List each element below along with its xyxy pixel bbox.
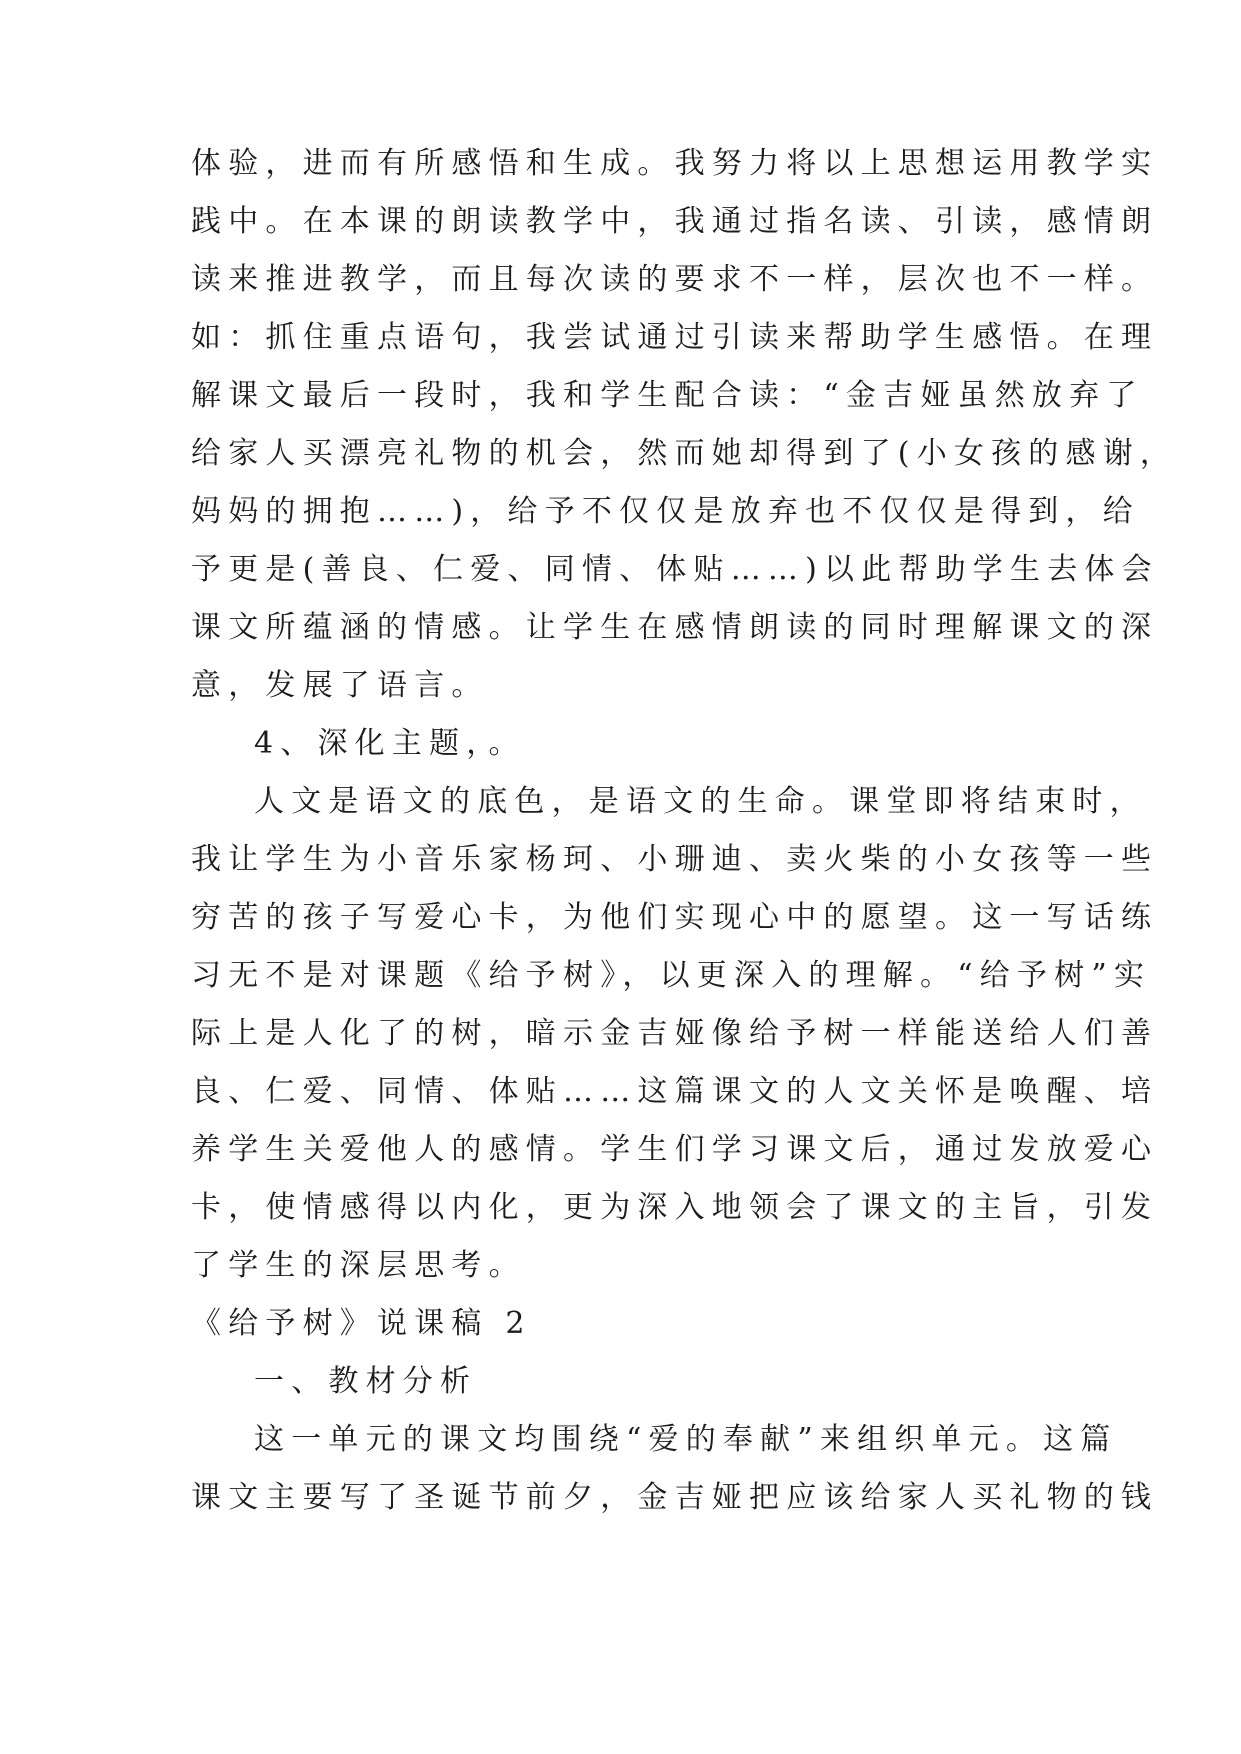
text-line: 际上是人化了的树，暗示金吉娅像给予树一样能送给人们善 <box>191 1016 1159 1051</box>
text-line: 穷苦的孩子写爱心卡，为他们实现心中的愿望。这一写话练 <box>191 900 1159 935</box>
text-line: 如：抓住重点语句，我尝试通过引读来帮助学生感悟。在理 <box>191 320 1159 355</box>
section-heading: 4、深化主题，。 <box>254 726 526 761</box>
text-line: 养学生关爱他人的感情。学生们学习课文后，通过发放爱心 <box>191 1132 1159 1167</box>
text-line: 这一单元的课文均围绕“爱的奉献”来组织单元。这篇 <box>254 1422 1118 1457</box>
text-line: 良、仁爱、同情、体贴……这篇课文的人文关怀是唤醒、培 <box>191 1074 1159 1109</box>
text-line: 予更是(善良、仁爱、同情、体贴……)以此帮助学生去体会 <box>191 552 1159 587</box>
text-line: 读来推进教学，而且每次读的要求不一样，层次也不一样。 <box>191 262 1159 297</box>
text-line: 体验，进而有所感悟和生成。我努力将以上思想运用教学实 <box>191 146 1159 181</box>
text-line: 人文是语文的底色，是语文的生命。课堂即将结束时， <box>254 784 1147 819</box>
text-line: 课文主要写了圣诞节前夕，金吉娅把应该给家人买礼物的钱 <box>191 1480 1159 1515</box>
text-line: 了学生的深层思考。 <box>191 1248 526 1283</box>
text-line: 解课文最后一段时，我和学生配合读：“金吉娅虽然放弃了 <box>191 378 1144 413</box>
text-line: 习无不是对课题《给予树》，以更深入的理解。“给予树”实 <box>191 958 1152 993</box>
text-line: 践中。在本课的朗读教学中，我通过指名读、引读，感情朗 <box>191 204 1159 239</box>
text-line: 卡，使情感得以内化，更为深入地领会了课文的主旨，引发 <box>191 1190 1159 1225</box>
text-line: 给家人买漂亮礼物的机会，然而她却得到了(小女孩的感谢， <box>191 436 1178 471</box>
document-title: 《给予树》说课稿 2 <box>191 1306 532 1341</box>
text-line: 妈妈的拥抱……)，给予不仅仅是放弃也不仅仅是得到，给 <box>191 494 1140 529</box>
text-line: 课文所蕴涵的情感。让学生在感情朗读的同时理解课文的深 <box>191 610 1159 645</box>
text-line: 我让学生为小音乐家杨珂、小珊迪、卖火柴的小女孩等一些 <box>191 842 1159 877</box>
text-line: 意，发展了语言。 <box>191 668 489 703</box>
section-heading: 一、教材分析 <box>254 1364 478 1399</box>
